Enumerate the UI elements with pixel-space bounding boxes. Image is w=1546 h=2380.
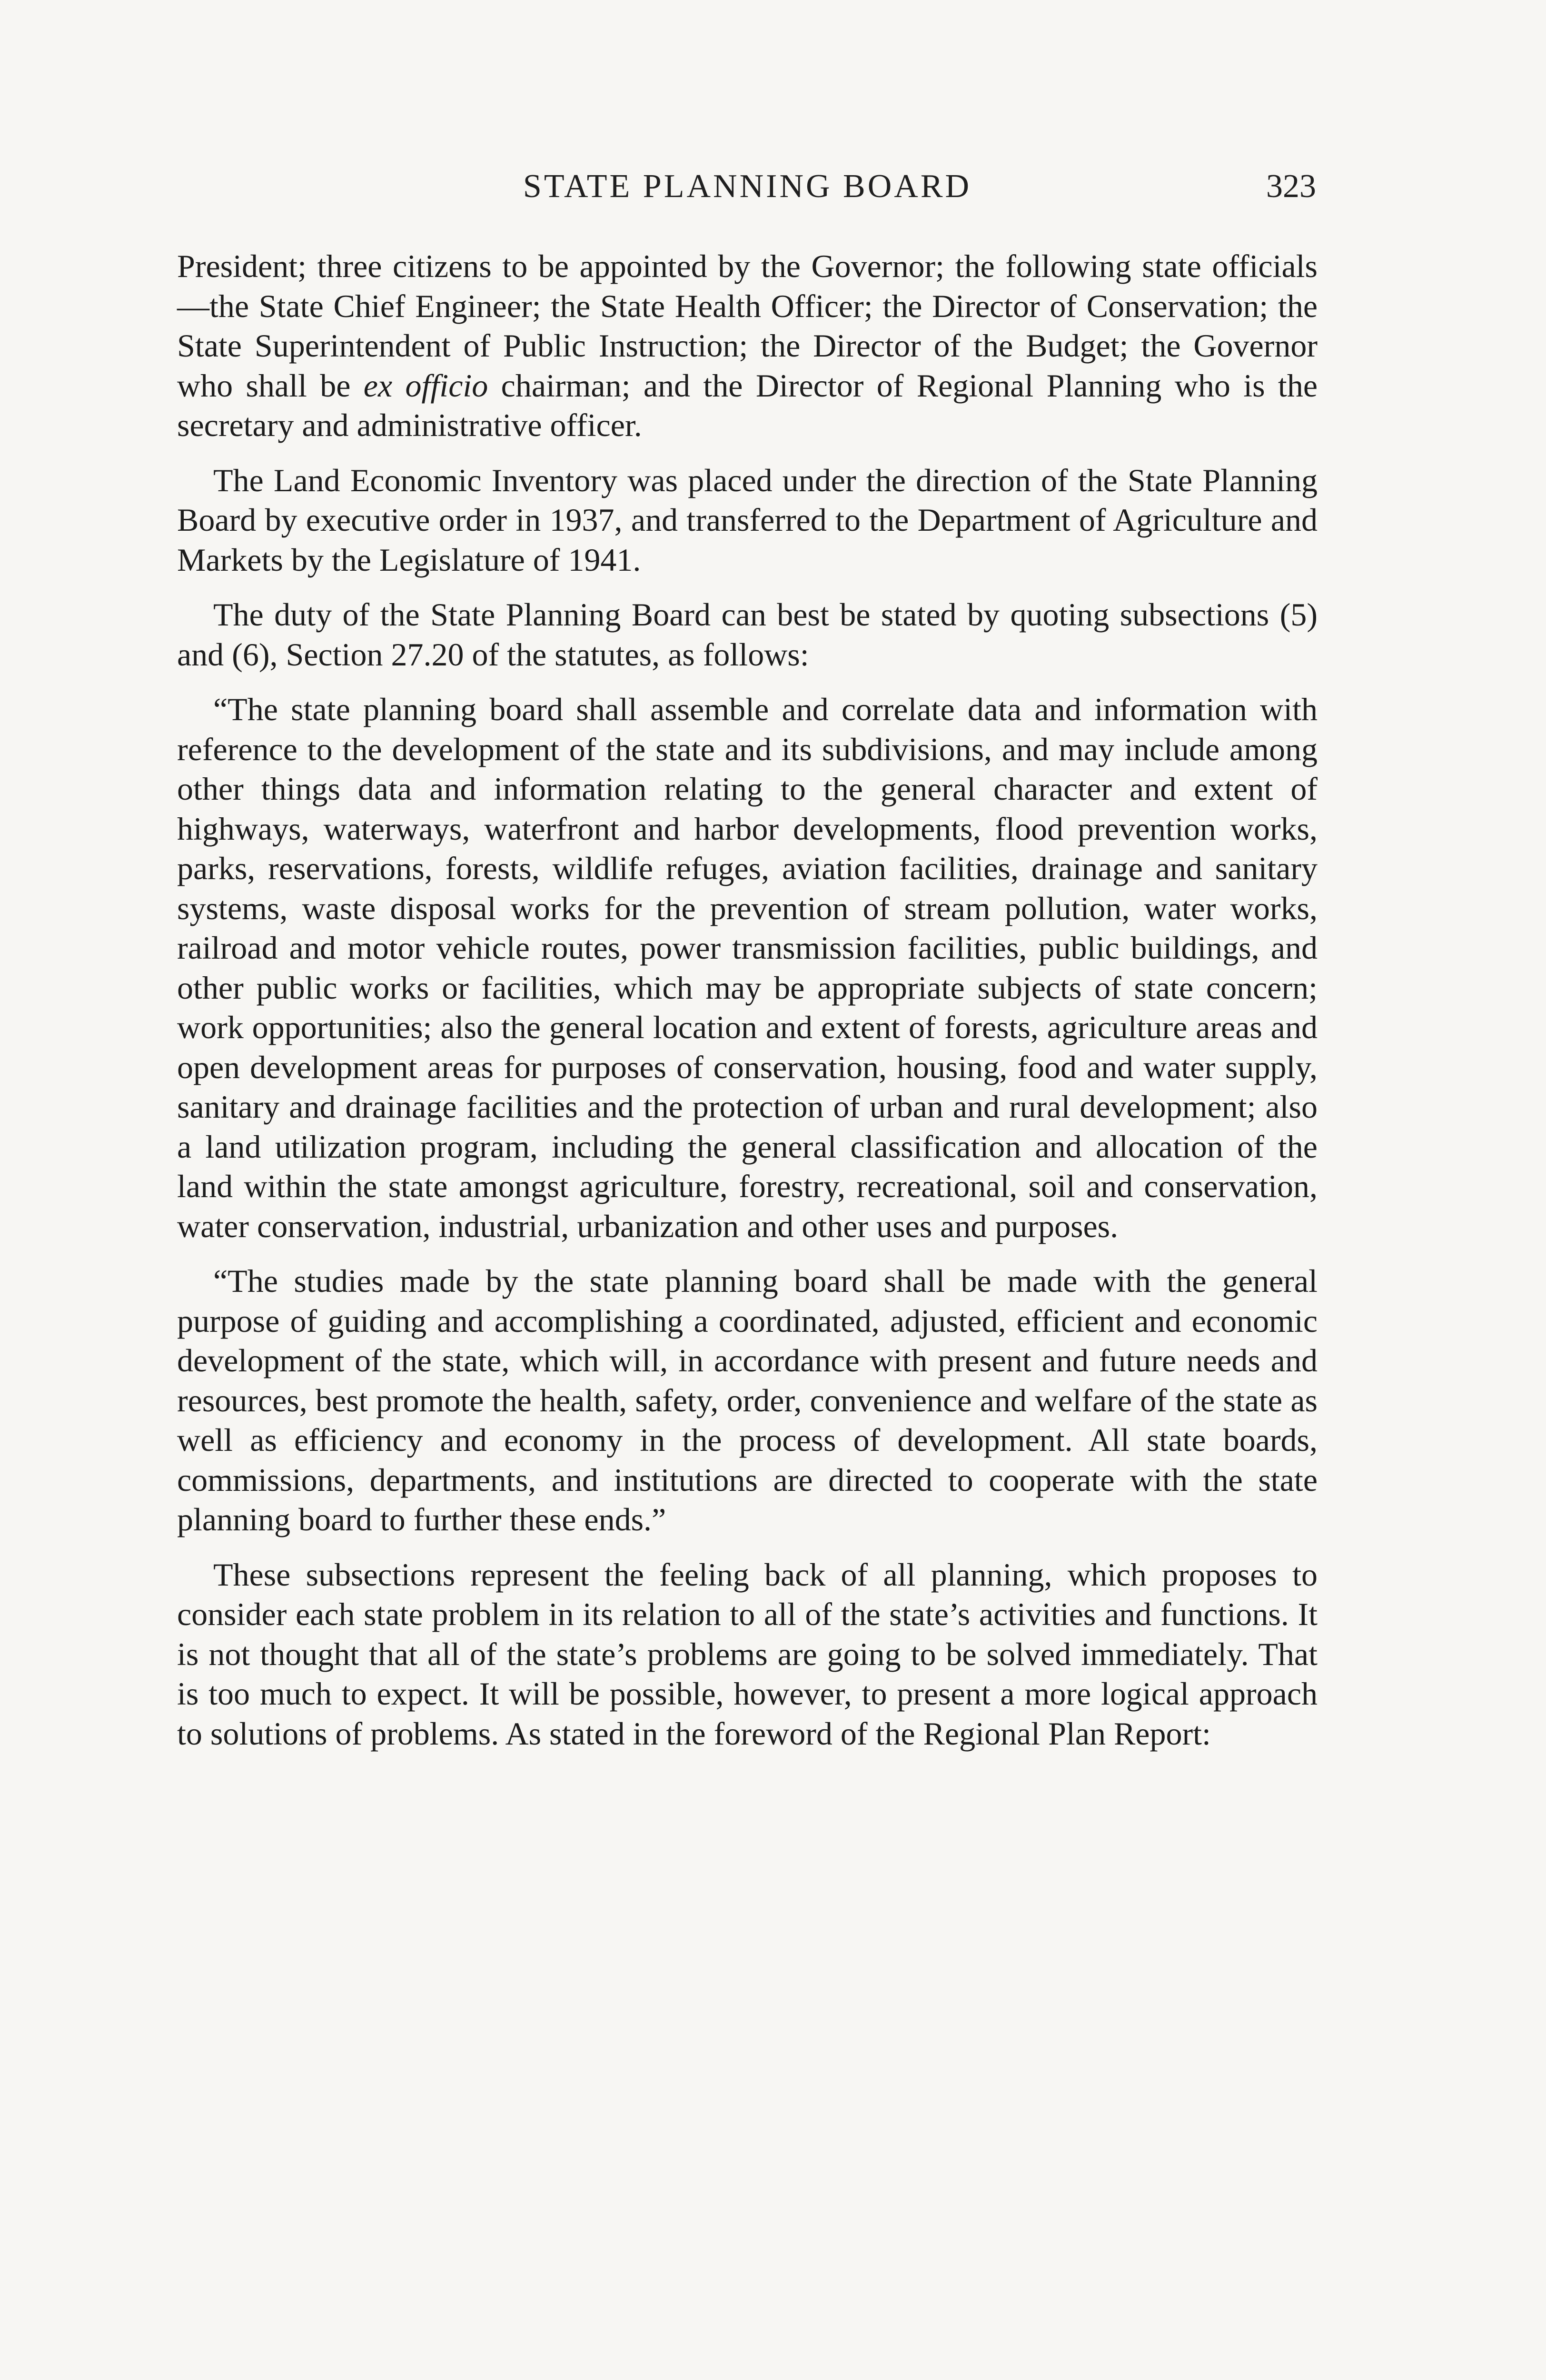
paragraph-land-economic-inventory: The Land Economic Inventory was placed under the direction of the State Planning Board by executive order in 1937, and transferred to the Department of Agriculture and Markets by the Legislature of 1941. — [177, 462, 1318, 578]
paragraph-planning-philosophy: These subsections represent the feeling back of all planning, which proposes to consider each state problem in its relation to all of the state’s activities and functions. It is not thought that all of the state’s problems are going to be solved immediately. That is too much to expect. It will be possible, however, to present a more logical approach to solutions of problems. As stated in the foreword of the Regional Plan Report: — [177, 1556, 1318, 1752]
paragraph-duty-statement: The duty of the State Planning Board can best be stated by quoting subsections (5) and (6), Section 27.20 of the statutes, as follows: — [177, 596, 1318, 673]
running-head — [178, 168, 1316, 215]
paragraph-board-membership-text-2: chairman; and the Director of Regional Planning who is the secretary and administrative officer. — [177, 367, 1318, 443]
body-text — [177, 247, 1318, 1754]
ex-officio-italic: ex officio — [363, 367, 488, 404]
page-title: STATE PLANNING BOARD — [523, 168, 972, 205]
paragraph-quote-data-assembly: “The state planning board shall assemble and correlate data and information with reference to the development of the state and its subdivisions, and may include among other things data and information relating to the general character and extent of highways, waterways, waterfront and harbor developments, flood prevention works, parks, reservations, forests, wildlife refuges, aviation facilities, drainage and sanitary systems, waste disposal works for the prevention of stream pollution, water works, railroad and motor vehicle routes, power transmission facilities, public buildings, and other public works or facilities, which may be appropriate subjects of state concern; work opportunities; also the general location and extent of forests, agriculture areas and open development areas for purposes of conservation, housing, food and water supply, sanitary and drainage facilities and the protection of urban and rural development; also a land utilization program, including the general classification and allocation of the land within the state amongst agriculture, forestry, recreational, soil and conservation, water conservation, industrial, urbanization and other uses and purposes. — [177, 691, 1318, 1244]
paragraph-quote-studies: “The studies made by the state planning board shall be made with the general purpose of guiding and accomplishing a coordinated, adjusted, efficient and economic development of the state, which will, in accordance with present and future needs and resources, best promote the health, safety, order, convenience and welfare of the state as well as efficiency and economy in the process of development. All state boards, commissions, departments, and institutions are directed to cooperate with the state planning board to further these ends.” — [177, 1263, 1318, 1537]
page-number: 323 — [1266, 168, 1316, 205]
paragraph-board-membership — [177, 247, 1318, 446]
paragraph-board-membership-text-1: President; three citizens to be appointed by the Governor; the following state officials—the State Chief Engineer; the State Health Officer; the Director of Conservation; the State Superintendent of Public Instruction; the Director of the Budget; the Governor who shall be — [177, 248, 1318, 404]
